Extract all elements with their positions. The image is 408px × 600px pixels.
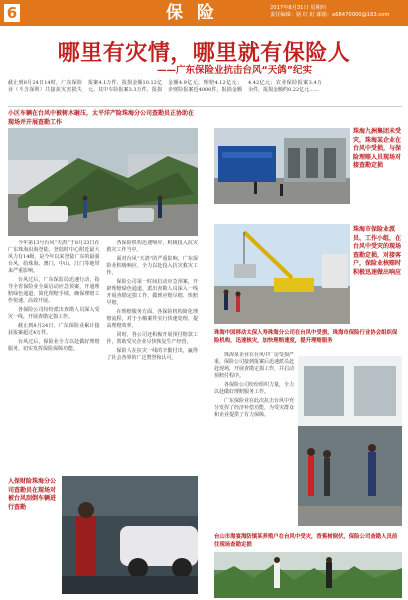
divider bbox=[8, 106, 402, 107]
paragraph: 今年第13号台风“天鸽”于8月23日在广东珠海沿海登陆，登陆时中心附近最大风力有14级，是今年以来登陆广东的最强台风，给珠海、澳门、中山、江门等地带来严重影响。 bbox=[8, 240, 100, 274]
headline: 哪里有灾情，哪里就有保险人 bbox=[57, 41, 351, 66]
photo-crane-rescue bbox=[214, 224, 350, 324]
article-columns-a bbox=[8, 240, 198, 362]
subheadline: ——广东保险业抗击台风“天鸽”纪实 bbox=[157, 65, 312, 76]
caption-bottom-right: 台山市海宴海防镇某养殖户在台风中受灾，香蕉树倒伏，保险公司查勘人员前往现场查勘定损 bbox=[214, 534, 398, 548]
paragraph: 截止到8月24日，广东保险业累计接获报案超过4万件。 bbox=[8, 323, 100, 336]
paragraph: 保险人在抗灾一线的辛勤付出，赢得了社会各界的广泛赞誉和认可。 bbox=[106, 348, 198, 361]
paragraph: 台风过后，保险业全力以赴做好理赔服务，切实发挥保险保障功能。 bbox=[8, 339, 100, 352]
caption-bottom-left: 人保财险珠海分公司查勘员在现场对被台风刮倒车辆进行查勘 bbox=[8, 478, 57, 511]
paragraph: 珠海某企业在台风中厂房受损严重，保险公司接到报案后迅速派员赶赴现场，开展查勘定损工作，并启动预赔付程序。 bbox=[214, 352, 294, 379]
paragraph: 保险公司第一时间启动应急预案，开辟理赔绿色通道，派出查勘人员深入一线开展查勘定损工作，做到应赔尽赔、快赔早赔。 bbox=[106, 279, 198, 306]
article-column-a bbox=[8, 240, 198, 468]
intro-paragraph: 截止到8月24日14时，广东保险业（不含深圳）共接获灾害损失报案4.1万件，报损金额10.12亿元。其中车险报案3.3万件，报损金额4.9亿元，理赔4.12亿元；企财险报案近4000件，报损金额4.42亿元；农业保险报案3.4万余件，报损金额约0.22亿元…… bbox=[8, 80, 322, 93]
paragraph: 台风过后，广东保监局迅速行动，指导全省保险业全面启动应急预案，开通理赔绿色通道，简化理赔手续，确保理赔工作快速、高效开展。 bbox=[8, 277, 100, 304]
header-meta bbox=[270, 5, 402, 19]
paragraph: 各保险机构迅速响应，积极投入抗灾救灾工作当中。 bbox=[106, 240, 198, 253]
caption-wide: 珠海中国移动太保人寿珠海分公司在台风中受损，珠海市保险行业协会组织保险机构，迅速核灾，加快理赔速度，提升理赔服务 bbox=[214, 330, 398, 344]
photo-damaged-building bbox=[214, 128, 350, 204]
header-date: 2017年8月31日 星期四 bbox=[270, 5, 326, 11]
paragraph: 面对台风“天鸽”的严重影响，广东保险业积极响应，全力以赴投入抗灾救灾工作。 bbox=[106, 256, 198, 276]
photo-shop-front bbox=[298, 356, 402, 526]
paragraph: 在理赔服务方面，各保险机构简化理赔流程，对于小额案件实行快速处理，提高理赔效率。 bbox=[106, 309, 198, 329]
paragraph: 广东保险业在此次抗击台风中充分发挥了经济补偿功能，为受灾群众和企业提供了有力保障。 bbox=[214, 398, 294, 418]
article-column-c bbox=[214, 352, 294, 528]
page-header bbox=[0, 0, 408, 26]
header-editor: 责任编辑：骆 红 虹 邮箱：a68470000@163.com bbox=[270, 12, 390, 18]
photo-crop-field bbox=[214, 552, 402, 598]
paragraph: 各保险公司纷纷派出查勘人员深入受灾一线，开展查勘定损工作。 bbox=[8, 307, 100, 320]
caption-middle-right: 珠海市保险业派员、工作小组，在台风中受灾的现场查勘定损，对接客户，保险业核赔时积极迅速做出响应 bbox=[353, 226, 402, 276]
article-column-b-top bbox=[214, 208, 402, 220]
page-number: 6 bbox=[4, 4, 20, 22]
photo-fallen-trees bbox=[8, 128, 198, 236]
paragraph: 各保险公司纷纷组织力量，全力以赴做好理赔服务工作。 bbox=[214, 382, 294, 395]
paragraph: 同时，各公司还积极开展预付赔款工作，帮助受灾企业尽快恢复生产经营。 bbox=[106, 332, 198, 345]
caption-top-right: 珠海九洲集团未受灾，珠海某企业在台风中受损，与保险理赔人员现场对接查勘定损 bbox=[353, 128, 402, 169]
photo-car-inspection bbox=[62, 476, 198, 594]
caption-top-left: 小区车辆在台风中被树木砸压，太平洋产险珠海分公司查勘员正协助在现场并开展查勘工作 bbox=[8, 110, 195, 126]
section-title: 保险 bbox=[166, 3, 228, 23]
